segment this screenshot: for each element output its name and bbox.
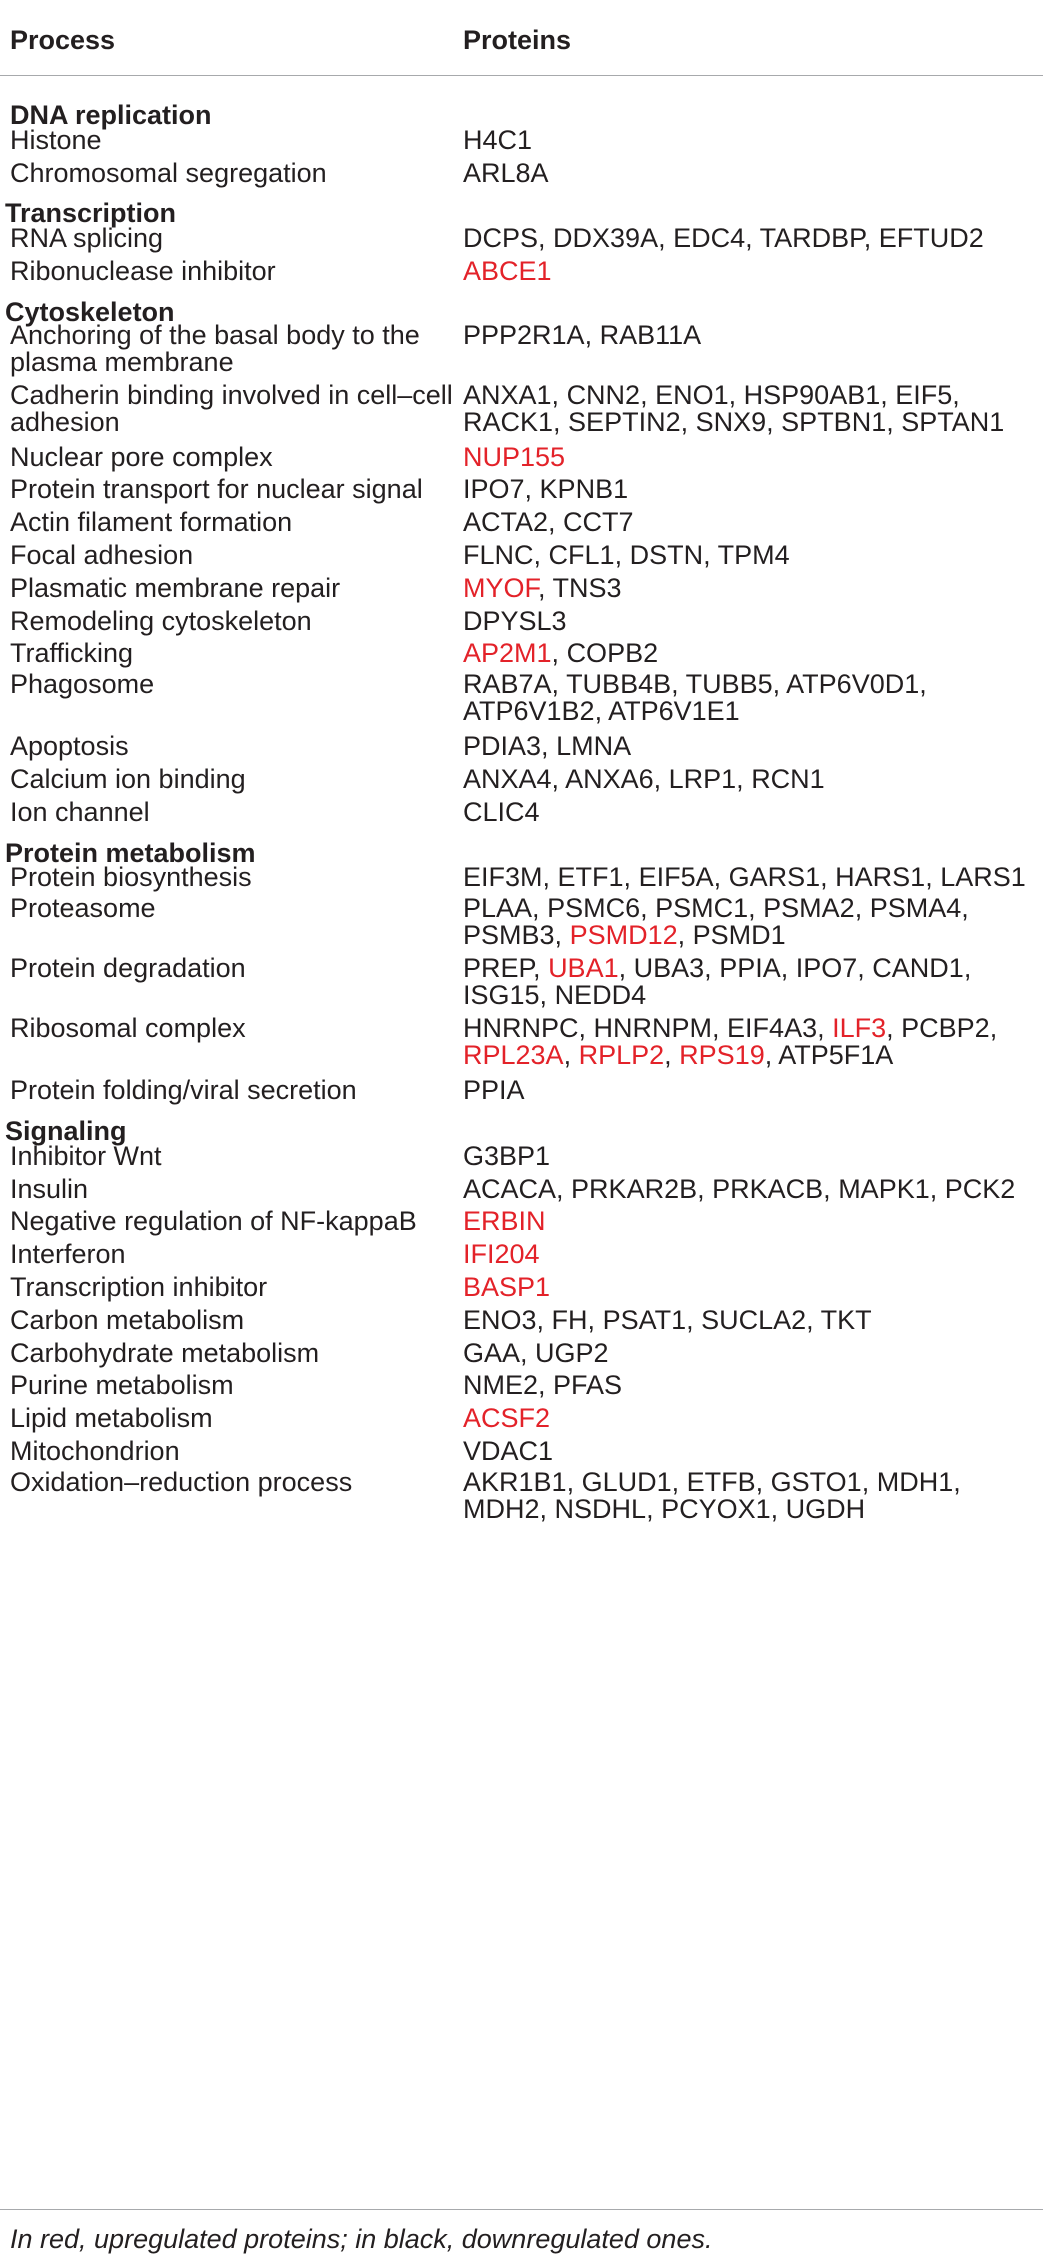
protein-separator: , — [820, 862, 836, 893]
process-cell: Histone — [10, 124, 102, 155]
proteins-cell — [463, 633, 1041, 673]
protein-upregulated: MYOF — [463, 572, 539, 603]
process-cell: Proteasome — [10, 893, 156, 924]
protein-separator: , — [880, 379, 896, 410]
protein-downregulated: CLIC4 — [463, 796, 540, 827]
process-cell: Mitochondrion — [10, 1435, 180, 1466]
protein-separator: , — [854, 893, 870, 924]
process-cell: Carbon metabolism — [10, 1304, 245, 1335]
process-cell: Protein transport for nuclear signal — [10, 474, 423, 505]
protein-upregulated: UBA1 — [548, 953, 619, 984]
protein-separator: , — [538, 572, 553, 603]
protein-downregulated: SEPTIN2 — [568, 406, 681, 437]
protein-separator: , — [538, 223, 554, 254]
process-cell: Ribonuclease inhibitor — [10, 255, 276, 286]
process-cell: Plasmatic membrane repair — [10, 572, 341, 603]
protein-downregulated: PSMC6 — [547, 893, 641, 924]
protein-downregulated: IPO7 — [463, 474, 525, 505]
table-footnote: In red, upregulated proteins; in black, downregulated ones. — [10, 2224, 713, 2254]
protein-downregulated: EIF5 — [895, 379, 953, 410]
protein-separator: , — [961, 893, 969, 924]
process-cell: Remodeling cytoskeleton — [10, 605, 312, 636]
protein-separator: , — [772, 669, 787, 700]
table-row — [0, 1014, 1043, 1074]
protein-separator: , — [536, 1304, 552, 1335]
protein-separator: , — [640, 379, 656, 410]
process-cell: Ribosomal complex — [10, 1013, 246, 1044]
process-cell: Negative regulation of NF-kappaB — [10, 1206, 417, 1237]
protein-upregulated: ILF3 — [832, 1013, 887, 1044]
protein-downregulated: RAB11A — [599, 319, 702, 350]
proteins-cell — [463, 857, 1041, 897]
protein-separator: , — [925, 862, 941, 893]
protein-downregulated: ATP6V0D1 — [786, 669, 920, 700]
protein-downregulated: CFL1 — [548, 539, 615, 570]
protein-upregulated: IFI204 — [463, 1239, 540, 1270]
protein-separator: , — [817, 1013, 833, 1044]
protein-downregulated: PSMA2 — [763, 893, 855, 924]
process-cell: Nuclear pore complex — [10, 441, 273, 472]
protein-downregulated: PFAS — [553, 1370, 623, 1401]
protein-downregulated: ACTA2 — [463, 507, 549, 538]
table-row — [0, 157, 1043, 190]
protein-separator: , — [640, 893, 656, 924]
protein-downregulated: GARS1 — [728, 862, 821, 893]
proteins-cell — [463, 671, 1041, 725]
protein-downregulated: KPNB1 — [539, 474, 629, 505]
protein-separator: , — [646, 1493, 662, 1524]
process-cell: Chromosomal segregation — [10, 157, 327, 188]
protein-separator: , — [697, 1173, 713, 1204]
protein-downregulated: LRP1 — [668, 763, 737, 794]
protein-downregulated: MDH1 — [876, 1466, 954, 1497]
protein-downregulated: TPM4 — [717, 539, 790, 570]
protein-downregulated: VDAC1 — [463, 1435, 554, 1466]
protein-separator: , — [728, 379, 744, 410]
protein-separator: , — [704, 953, 720, 984]
protein-downregulated: ATP6V1B2 — [463, 696, 595, 727]
protein-downregulated: TARDBP — [759, 223, 864, 254]
table-row — [0, 1468, 1043, 1528]
protein-downregulated: MAPK1 — [838, 1173, 930, 1204]
table-body — [0, 91, 1043, 1528]
protein-downregulated: PPIA — [463, 1075, 525, 1106]
process-cell: Protein degradation — [10, 953, 246, 984]
process-cell: RNA splicing — [10, 223, 164, 254]
protein-downregulated: DDX39A — [553, 223, 659, 254]
protein-downregulated: MDH2 — [463, 1493, 540, 1524]
section-title: Cytoskeleton — [5, 296, 175, 327]
process-cell: Calcium ion binding — [10, 763, 246, 794]
protein-separator: , — [989, 1013, 998, 1044]
protein-separator: , — [963, 953, 972, 984]
protein-separator: , — [539, 980, 555, 1011]
protein-upregulated: RPL23A — [463, 1040, 564, 1071]
protein-downregulated: GLUD1 — [581, 1466, 672, 1497]
protein-separator: , — [680, 406, 696, 437]
protein-separator: , — [770, 1493, 786, 1524]
protein-downregulated: LMNA — [556, 731, 632, 762]
protein-downregulated: LARS1 — [940, 862, 1026, 893]
protein-downregulated: ISG15 — [463, 980, 540, 1011]
protein-downregulated: DSTN — [629, 539, 704, 570]
process-cell: Inhibitor Wnt — [10, 1140, 162, 1171]
protein-separator: , — [861, 1466, 877, 1497]
protein-downregulated: PSMB3 — [463, 920, 555, 951]
process-cell: Oxidation–reduction process — [10, 1466, 353, 1497]
protein-downregulated: GAA — [463, 1337, 521, 1368]
process-cell: Transcription inhibitor — [10, 1271, 268, 1302]
protein-downregulated: SPTBN1 — [781, 406, 887, 437]
protein-downregulated: NSDHL — [554, 1493, 647, 1524]
protein-upregulated: NUP155 — [463, 441, 566, 472]
protein-separator: , — [594, 696, 609, 727]
protein-downregulated: SUCLA2 — [701, 1304, 807, 1335]
protein-separator: , — [929, 1173, 945, 1204]
process-cell: Cadherin binding involved in cell–cell adhesion — [10, 379, 453, 437]
protein-downregulated: ETF1 — [557, 862, 624, 893]
protein-upregulated: AP2M1 — [463, 638, 552, 669]
section-title: Protein metabolism — [5, 837, 256, 868]
protein-separator: , — [664, 1040, 680, 1071]
protein-downregulated: ANXA1 — [463, 379, 552, 410]
protein-separator: , — [551, 669, 567, 700]
protein-downregulated: H4C1 — [463, 124, 533, 155]
protein-separator: , — [677, 920, 693, 951]
header-process: Process — [10, 25, 116, 55]
protein-separator: , — [653, 763, 669, 794]
protein-separator: , — [886, 1013, 902, 1044]
protein-downregulated: PSMA4 — [869, 893, 962, 924]
protein-upregulated: ACSF2 — [463, 1403, 551, 1434]
protein-downregulated: RCN1 — [751, 763, 825, 794]
protein-separator: , — [533, 953, 549, 984]
process-cell: Lipid metabolism — [10, 1403, 213, 1434]
table-row — [0, 894, 1043, 954]
protein-downregulated: SPTAN1 — [901, 406, 1005, 437]
protein-separator: , — [538, 1370, 554, 1401]
table-row — [0, 637, 1043, 670]
protein-downregulated: UGDH — [785, 1493, 866, 1524]
protein-separator: , — [780, 953, 796, 984]
protein-upregulated: RPS19 — [679, 1040, 765, 1071]
table-row — [0, 670, 1043, 730]
protein-downregulated: EIF4A3 — [727, 1013, 818, 1044]
table-row — [0, 1074, 1043, 1107]
protein-downregulated: PLAA — [463, 893, 533, 924]
protein-separator: , — [556, 1173, 572, 1204]
protein-separator: , — [563, 1040, 579, 1071]
protein-separator: , — [919, 669, 927, 700]
proteins-cell — [463, 379, 1041, 437]
protein-downregulated: TUBB4B — [566, 669, 672, 700]
protein-downregulated: PSMD1 — [692, 920, 786, 951]
protein-downregulated: PPIA — [719, 953, 781, 984]
table-row — [0, 796, 1043, 829]
process-cell: Carbohydrate metabolism — [10, 1337, 320, 1368]
header-rule — [0, 75, 1043, 76]
protein-downregulated: DPYSL3 — [463, 605, 567, 636]
protein-downregulated: EIF3M — [463, 862, 543, 893]
protein-separator: , — [533, 539, 549, 570]
protein-separator: , — [886, 406, 902, 437]
protein-downregulated: UBA3 — [633, 953, 705, 984]
protein-separator: , — [566, 1466, 582, 1497]
protein-separator: , — [745, 223, 760, 254]
bottom-rule — [0, 2209, 1043, 2210]
protein-separator: , — [658, 223, 674, 254]
protein-separator: , — [524, 474, 540, 505]
protein-separator: , — [686, 1304, 702, 1335]
protein-downregulated: PCK2 — [944, 1173, 1016, 1204]
process-cell: Interferon — [10, 1239, 126, 1270]
proteins-cell — [463, 1466, 1041, 1524]
protein-separator: , — [548, 507, 564, 538]
protein-downregulated: EDC4 — [673, 223, 746, 254]
protein-separator: , — [863, 223, 879, 254]
protein-separator: , — [755, 1466, 771, 1497]
protein-downregulated: TUBB5 — [685, 669, 773, 700]
protein-separator: , — [614, 539, 630, 570]
section-title: Signaling — [5, 1115, 127, 1146]
protein-downregulated: ATP5F1A — [778, 1040, 894, 1071]
protein-downregulated: GSTO1 — [770, 1466, 862, 1497]
protein-downregulated: AKR1B1 — [463, 1466, 567, 1497]
process-cell: Protein folding/viral secretion — [10, 1075, 357, 1106]
protein-separator: , — [541, 731, 557, 762]
protein-separator: , — [712, 1013, 728, 1044]
protein-downregulated: PREP — [463, 953, 534, 984]
protein-downregulated: ENO3 — [463, 1304, 537, 1335]
proteins-cell — [463, 895, 1041, 949]
protein-separator: , — [806, 1304, 821, 1335]
proteins-cell — [463, 1431, 1041, 1471]
process-cell: Trafficking — [10, 638, 134, 669]
protein-downregulated: DCPS — [463, 223, 539, 254]
proteins-cell — [463, 251, 1041, 291]
table-row — [0, 381, 1043, 441]
protein-downregulated: ATP6V1E1 — [608, 696, 740, 727]
process-cell: Anchoring of the basal body to the plasma membrane — [10, 319, 420, 377]
protein-downregulated: CCT7 — [563, 507, 634, 538]
protein-downregulated: ETFB — [686, 1466, 756, 1497]
protein-downregulated: ANXA4 — [463, 763, 552, 794]
protein-downregulated: FH — [551, 1304, 588, 1335]
protein-downregulated: PDIA3 — [463, 731, 542, 762]
header-proteins: Proteins — [463, 25, 572, 55]
protein-downregulated: ANXA6 — [565, 763, 654, 794]
protein-separator: , — [736, 763, 752, 794]
protein-downregulated: FLNC — [463, 539, 534, 570]
process-cell: Ion channel — [10, 796, 150, 827]
protein-downregulated: RACK1 — [463, 406, 554, 437]
process-cell: Apoptosis — [10, 731, 129, 762]
protein-separator: , — [952, 379, 960, 410]
protein-downregulated: PCYOX1 — [661, 1493, 771, 1524]
process-cell: Focal adhesion — [10, 539, 194, 570]
protein-downregulated: HNRNPM — [593, 1013, 713, 1044]
protein-separator: , — [553, 406, 569, 437]
protein-separator: , — [703, 539, 718, 570]
protein-upregulated: ERBIN — [463, 1206, 546, 1237]
protein-downregulated: COPB2 — [566, 638, 659, 669]
process-cell: Phagosome — [10, 669, 155, 700]
table-row — [0, 321, 1043, 381]
protein-separator: , — [857, 953, 873, 984]
protein-downregulated: PSMC1 — [655, 893, 749, 924]
protein-separator: , — [823, 1173, 839, 1204]
protein-downregulated: PPP2R1A — [463, 319, 585, 350]
protein-separator: , — [671, 1466, 687, 1497]
protein-downregulated: PRKAR2B — [571, 1173, 698, 1204]
protein-downregulated: PCBP2 — [901, 1013, 990, 1044]
protein-separator: , — [764, 1040, 779, 1071]
protein-separator: , — [578, 1013, 594, 1044]
protein-separator: , — [551, 638, 567, 669]
protein-separator: , — [587, 1304, 603, 1335]
protein-downregulated: RAB7A — [463, 669, 552, 700]
proteins-cell — [463, 955, 1041, 1009]
proteins-cell — [463, 1070, 1041, 1110]
protein-separator: , — [551, 379, 567, 410]
protein-downregulated: EIF5A — [638, 862, 714, 893]
protein-downregulated: UGP2 — [535, 1337, 609, 1368]
proteins-cell — [463, 792, 1041, 832]
protein-separator: , — [623, 862, 639, 893]
protein-separator: , — [766, 406, 782, 437]
section-row — [0, 288, 1043, 327]
protein-downregulated: HNRNPC — [463, 1013, 579, 1044]
proteins-cell — [463, 319, 1041, 350]
protein-separator: , — [618, 953, 634, 984]
process-cell: Insulin — [10, 1173, 89, 1204]
protein-downregulated: HARS1 — [835, 862, 926, 893]
protein-separator: , — [539, 1493, 555, 1524]
protein-downregulated: SNX9 — [695, 406, 767, 437]
protein-separator: , — [532, 893, 548, 924]
table-row — [0, 1435, 1043, 1468]
protein-separator: , — [713, 862, 729, 893]
process-cell: Purine metabolism — [10, 1370, 234, 1401]
protein-downregulated: PSAT1 — [602, 1304, 687, 1335]
protein-separator: , — [671, 669, 686, 700]
section-title: DNA replication — [10, 100, 212, 130]
protein-downregulated: ACACA — [463, 1173, 557, 1204]
protein-downregulated: HSP90AB1 — [743, 379, 881, 410]
table-row — [0, 255, 1043, 288]
protein-separator: , — [584, 319, 600, 350]
process-cell: Protein biosynthesis — [10, 862, 252, 893]
protein-downregulated: EFTUD2 — [878, 223, 984, 254]
protein-separator: , — [554, 920, 570, 951]
protein-separator: , — [551, 763, 566, 794]
protein-downregulated: IPO7 — [795, 953, 858, 984]
table-row — [0, 954, 1043, 1014]
protein-downregulated: CNN2 — [566, 379, 641, 410]
protein-downregulated: NME2 — [463, 1370, 539, 1401]
section-title: Transcription — [5, 198, 177, 229]
proteins-cell — [463, 1015, 1041, 1069]
protein-downregulated: PRKACB — [712, 1173, 824, 1204]
protein-downregulated: NEDD4 — [554, 980, 647, 1011]
table-row — [0, 861, 1043, 894]
protein-separator: , — [542, 862, 558, 893]
protein-separator: , — [953, 1466, 961, 1497]
protein-upregulated: RPLP2 — [578, 1040, 665, 1071]
protein-downregulated: G3BP1 — [463, 1140, 551, 1171]
protein-upregulated: PSMD12 — [569, 920, 678, 951]
protein-downregulated: ENO1 — [655, 379, 729, 410]
protein-downregulated: ARL8A — [463, 157, 549, 188]
protein-separator: , — [748, 893, 764, 924]
protein-downregulated: CAND1 — [872, 953, 964, 984]
protein-upregulated: BASP1 — [463, 1271, 551, 1302]
protein-downregulated: TKT — [820, 1304, 872, 1335]
protein-separator: , — [520, 1337, 536, 1368]
process-cell: Actin filament formation — [10, 507, 293, 538]
protein-upregulated: ABCE1 — [463, 255, 552, 286]
protein-downregulated: TNS3 — [552, 572, 622, 603]
proteins-cell — [463, 153, 1041, 193]
